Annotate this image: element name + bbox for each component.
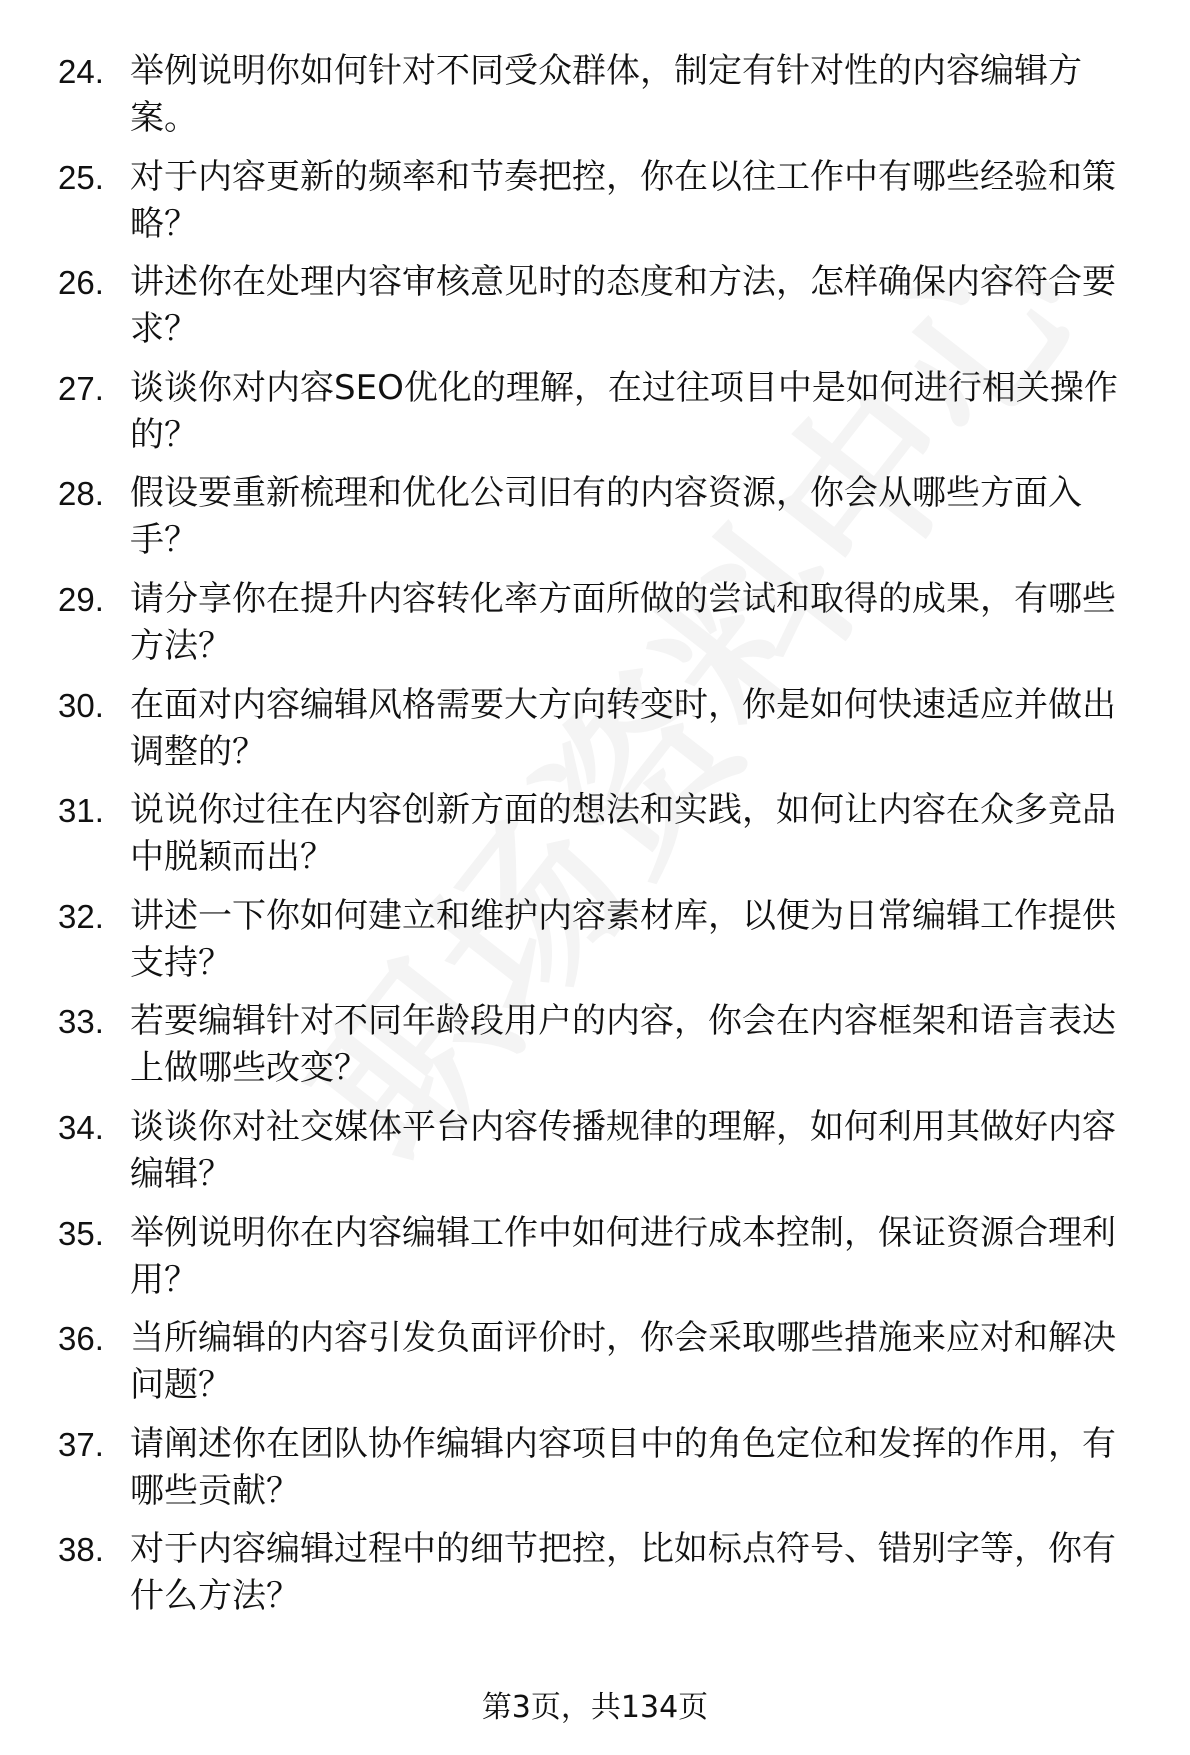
question-text: 请分享你在提升内容转化率方面所做的尝试和取得的成果，有哪些方法？ xyxy=(130,578,1116,666)
question-text: 对于内容更新的频率和节奏把控，你在以往工作中有哪些经验和策略？ xyxy=(130,156,1116,244)
list-item xyxy=(58,1526,1148,1620)
question-number: 31. xyxy=(58,792,104,830)
question-text: 在面对内容编辑风格需要大方向转变时，你是如何快速适应并做出调整的？ xyxy=(130,684,1116,772)
question-number: 28. xyxy=(58,475,104,513)
question-number: 37. xyxy=(58,1425,104,1463)
question-text: 谈谈你对内容SEO优化的理解，在过往项目中是如何进行相关操作的？ xyxy=(130,367,1118,455)
list-item xyxy=(58,1210,1148,1304)
question-text: 当所编辑的内容引发负面评价时，你会采取哪些措施来应对和解决问题？ xyxy=(130,1318,1116,1406)
question-number: 38. xyxy=(58,1531,104,1569)
list-item xyxy=(58,682,1148,776)
list-item xyxy=(58,154,1148,248)
list-item xyxy=(58,365,1148,459)
list-item xyxy=(58,576,1148,670)
question-number: 29. xyxy=(58,580,104,618)
question-text: 假设要重新梳理和优化公司旧有的内容资源，你会从哪些方面入手？ xyxy=(130,473,1082,561)
list-item xyxy=(58,48,1148,142)
question-number: 24. xyxy=(58,53,104,90)
list-item xyxy=(58,893,1148,987)
question-text: 谈谈你对社交媒体平台内容传播规律的理解，如何利用其做好内容编辑？ xyxy=(130,1106,1116,1194)
list-item xyxy=(58,259,1148,353)
question-text: 讲述一下你如何建立和维护内容素材库，以便为日常编辑工作提供支持？ xyxy=(130,895,1116,983)
question-number: 35. xyxy=(58,1214,104,1252)
list-item xyxy=(58,470,1148,564)
question-text: 若要编辑针对不同年龄段用户的内容，你会在内容框架和语言表达上做哪些改变？ xyxy=(130,1001,1116,1089)
list-item xyxy=(58,1421,1148,1515)
question-text: 对于内容编辑过程中的细节把控，比如标点符号、错别字等，你有什么方法？ xyxy=(130,1529,1116,1617)
question-text: 讲述你在处理内容审核意见时的态度和方法，怎样确保内容符合要求？ xyxy=(130,262,1116,350)
question-number: 27. xyxy=(58,369,104,407)
question-text: 说说你过往在内容创新方面的想法和实践，如何让内容在众多竞品中脱颖而出？ xyxy=(130,790,1116,878)
list-item xyxy=(58,1104,1148,1198)
question-number: 32. xyxy=(58,897,104,935)
list-item xyxy=(58,787,1148,881)
question-list xyxy=(58,48,1148,1632)
question-number: 26. xyxy=(58,264,104,302)
question-number: 36. xyxy=(58,1320,104,1358)
question-text: 举例说明你在内容编辑工作中如何进行成本控制，保证资源合理利用？ xyxy=(130,1212,1116,1300)
list-item xyxy=(58,998,1148,1092)
page-footer: 第3页，共134页 xyxy=(481,1690,709,1725)
question-number: 34. xyxy=(58,1108,104,1146)
question-number: 33. xyxy=(58,1003,104,1041)
question-number: 25. xyxy=(58,158,104,196)
question-text: 请阐述你在团队协作编辑内容项目中的角色定位和发挥的作用，有哪些贡献？ xyxy=(130,1423,1116,1511)
question-text: 举例说明你如何针对不同受众群体，制定有针对性的内容编辑方案。 xyxy=(130,51,1082,138)
question-number: 30. xyxy=(58,686,104,724)
list-item xyxy=(58,1315,1148,1409)
